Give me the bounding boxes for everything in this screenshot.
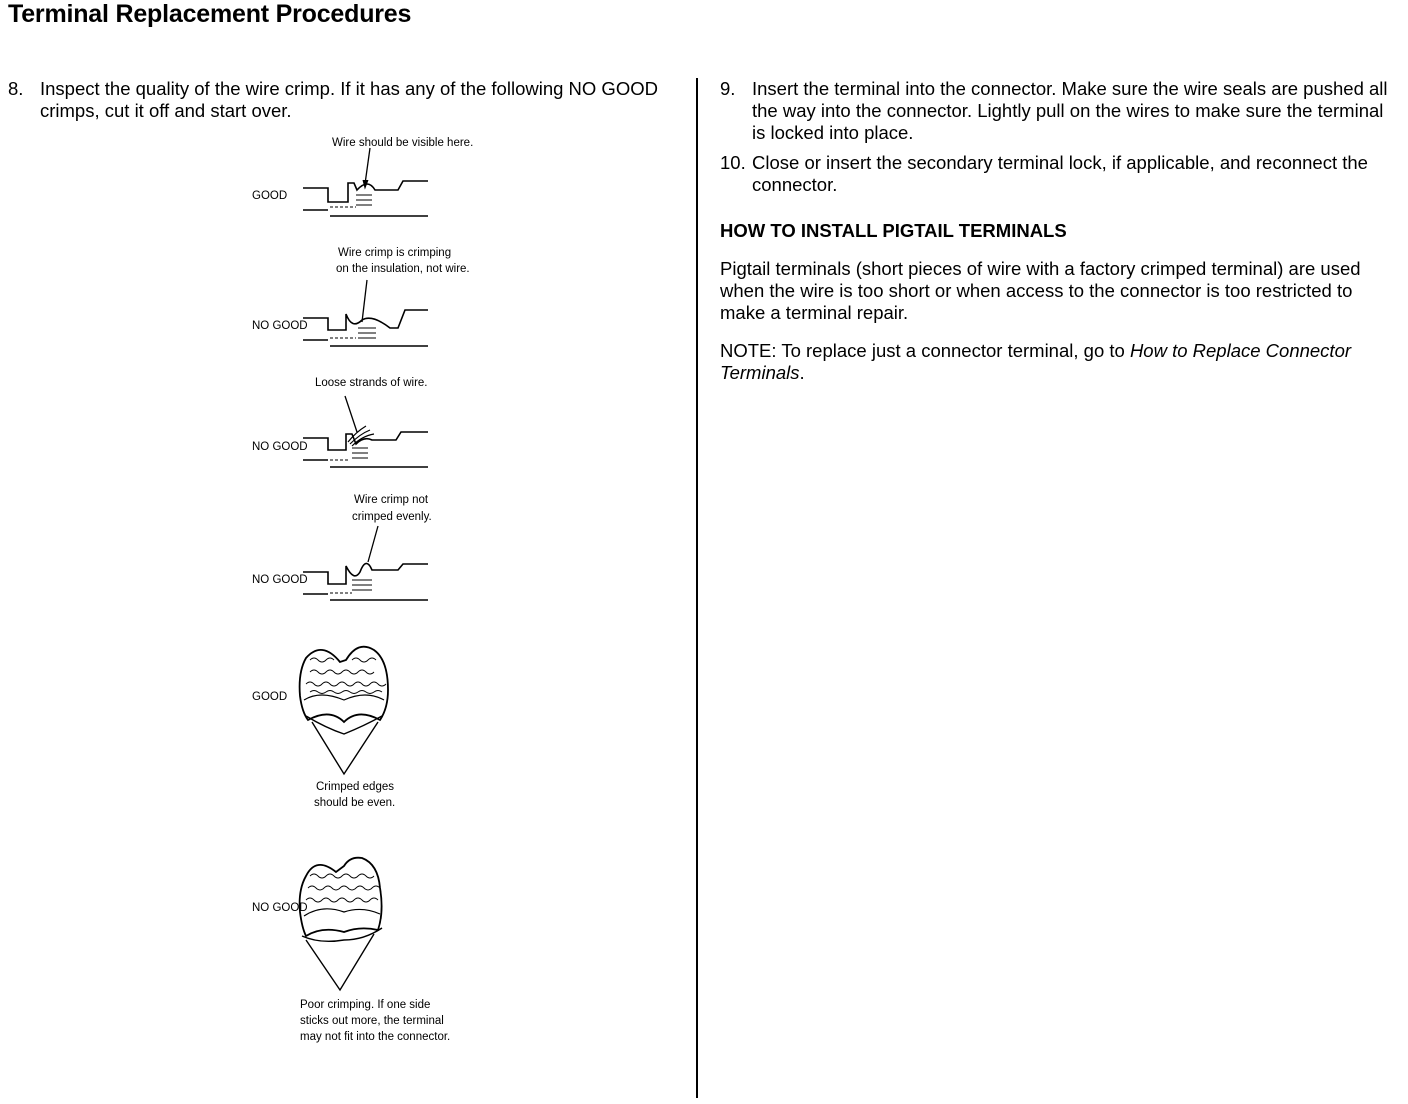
panel5-callout-line2: should be even. [314, 797, 396, 809]
step-number: 8. [8, 78, 24, 99]
panel6-callout-line3: may not fit into the connector. [300, 1031, 451, 1043]
note-reference-link[interactable]: How to Replace Connector Terminals [720, 340, 1352, 383]
step-9 [720, 78, 1400, 144]
crimp-side-view-uneven [303, 526, 428, 600]
crimp-end-view-poor [300, 858, 382, 990]
crimp-end-view-good [300, 647, 388, 774]
pigtail-paragraph: Pigtail terminals (short pieces of wire with a factory crimped terminal) are used when the wire is too short or when access to the connector is too restricted to make a terminal repair. [720, 258, 1361, 323]
step-number: 10. [720, 152, 746, 173]
note-prefix: NOTE: To replace just a connector terminal, go to [720, 340, 1130, 361]
panel6-callout-line1: Poor crimping. If one side [300, 999, 431, 1011]
panel4-callout-line2: crimped evenly. [352, 511, 432, 523]
panel4-label: NO GOOD [252, 574, 308, 586]
note-suffix: . [799, 362, 805, 383]
crimp-side-view-good [303, 148, 428, 216]
step-number: 9. [720, 78, 736, 99]
right-column [720, 78, 1400, 400]
panel1-callout: Wire should be visible here. [332, 137, 474, 149]
section-heading: HOW TO INSTALL PIGTAIL TERMINALS [720, 220, 1067, 241]
panel4-callout-line1: Wire crimp not [354, 494, 429, 506]
panel5-label: GOOD [252, 691, 288, 703]
page-title: Terminal Replacement Procedures [8, 0, 412, 28]
crimp-side-view-loose-strands [303, 396, 428, 467]
step-10 [720, 152, 1400, 196]
panel2-label: NO GOOD [252, 320, 308, 332]
step-text: Close or insert the secondary terminal lock, if applicable, and reconnect the connector. [752, 152, 1368, 195]
panel2-callout-line2: on the insulation, not wire. [336, 263, 470, 275]
panel3-label: NO GOOD [252, 441, 308, 453]
panel5-callout-line1: Crimped edges [316, 781, 394, 793]
crimp-side-view-insulation [303, 280, 428, 346]
step-text: Inspect the quality of the wire crimp. If it has any of the following NO GOOD crimps, cut it off and start over. [40, 78, 658, 121]
panel1-label: GOOD [252, 190, 288, 202]
panel6-label: NO GOOD [252, 902, 308, 914]
crimp-quality-figure [0, 0, 700, 1104]
note-paragraph [720, 340, 1400, 384]
panel6-callout-line2: sticks out more, the terminal [300, 1015, 444, 1027]
panel3-callout: Loose strands of wire. [315, 377, 428, 389]
step-text: Insert the terminal into the connector. Make sure the wire seals are pushed all the way into the connector. Lightly pull on the wires to make sure the terminal is locked into place. [752, 78, 1388, 143]
panel2-callout-line1: Wire crimp is crimping [338, 247, 452, 259]
